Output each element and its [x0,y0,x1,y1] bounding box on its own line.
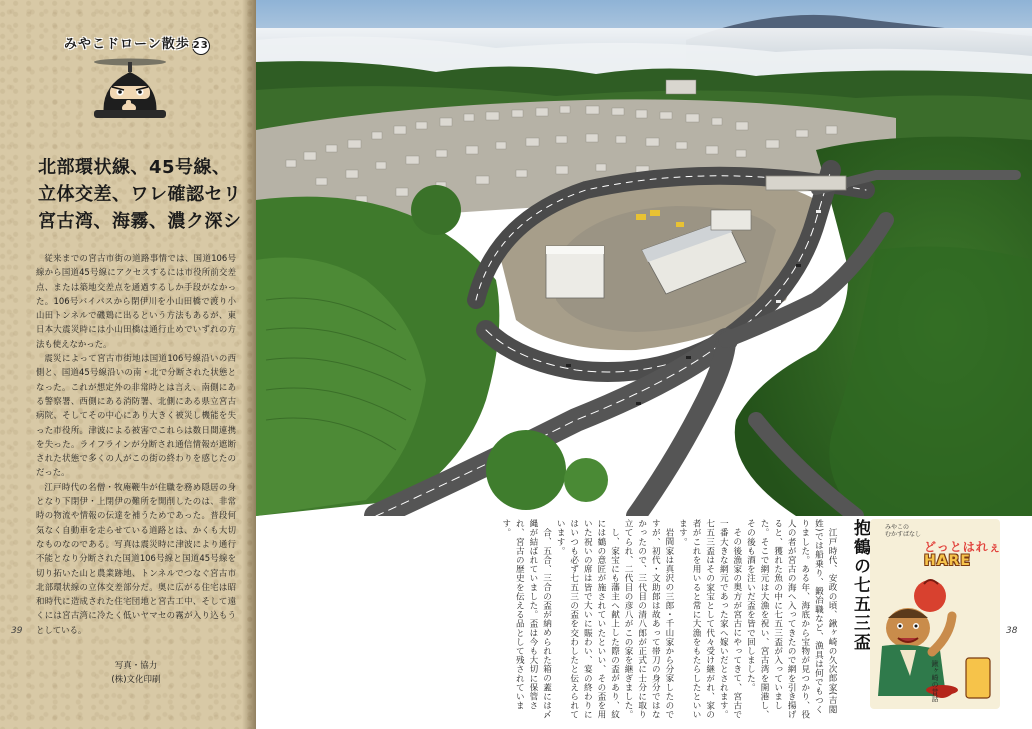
article-body [36,251,236,637]
folk-tale-body [262,519,838,721]
series-title [64,33,210,55]
aerial-drone-photo [256,0,1032,516]
folk-tale-paragraph-5: 合、五合、三合の盃が納められた箱の蓋には〆縄が結ばれていました。盃は今も大切に保管され、宮古の歴史を伝える品として残されています。 [500,519,552,719]
spine-shadow [242,0,256,729]
page-number-left: 39 [11,626,23,636]
article-paragraph-1: 従来までの宮古市街の道路事情では、国道106号線から国道45号線にアクセスするには市役所前交差点、または築地交差点を通過するしか手段がなかった。106号バイパスから閉伊川を小山田橋で渡り小山田トンネルで磯鶏に出るという方法もあるが、東日本大震災時には小山田橋は通行止めでいずれの方法も使えなかった。 [36,253,236,349]
series-title-text: みやこドローン散歩 [64,37,190,52]
article-paragraph-3: 江戸時代の名僧・牧庵鞭牛が住職を務め隠居の身となり下閉伊・上閉伊の難所を開削したのは、非常時の物流や情報の伝達を補うためであった。普段何気なく自動車を走らせている道路とは、かくも大切なものなのである。写真は震災時に津波により通行不能となり分断された国道106号線と国道45号線を切り拓いた山と農業跡地、トンネルでつなぐ宮古市北部環状線の立体交差部分だ。奥に広がる住宅は昭和時代に造成された住宅団地と宮古工中、そして遠くには宮古湾に冷たく低いヤマセの霧が入り込もうとしている。 [36,481,236,635]
left-page [0,0,256,729]
series-number-badge: 23 [192,37,210,55]
headline-line-1: 北部環状線、45号線、 [38,157,231,178]
hare-logo-word: HARE [924,553,971,569]
hare-subtitle-line-2: むかすばなし [885,531,922,538]
photo-credit [96,659,176,687]
page-number-right: 38 [1006,626,1018,636]
credit-company: (株)文化印刷 [111,675,161,685]
folk-tale-paragraph-4: し、家宝にも藩主へ献上した際の盃があり、紋には鶴の意匠が施されていたといい、その盃を用いた祝いの席は皆で大いに賑わい、宴の終わりにはいつも必ず七五三の盃を交わしたと伝えられています。 [555,519,620,720]
ninja-drone-mascot-icon [82,56,182,122]
hare-subtitle [885,524,921,538]
headline-line-2: 立体交差、ワレ確認セリ [38,184,242,205]
article-paragraph-2: 震災によって宮古市街地は国道106号線沿いの西側と、国道45号線沿いの南・北で分断された状態となった。これが想定外の非常時とは言え、南側にある警察署、西側にある消防署、北側にある県立宮古病院、そしてその中心にあり大きく被災し機能を失った市役所。津波による被害でこれらは数日間連携を失った。ライフラインが分断され通信情報が遮断された状態で多くの人がこの街の終わりを感じたのだった。 [36,353,236,478]
folk-tale-paragraph-2: その後漁家の奥方が宮古にやってきて、宮古で一番大きな網元であった家へ嫁いだとされます。七五三盃はその家宝として代々受け継がれ、家の者がこれを用いると常に大漁をもたらしたといいます。 [677,519,742,720]
folk-tale-paragraph-1: 江戸時代、安政の頃、鍬ヶ崎の久次郎家(吉閲姓)では船乗り、鍛冶職など、漁具は何でもつくりました。ある年、海底から宝物が見つかり、役人の者が宮古の海へ入ってきたので網を引き揚げると、獲れた魚の中に七五三盃が入っていました。そこで網元は大漁を祝い、宮古湾を開港し、その後も酒を注いだ盃を皆で回しました。 [745,519,837,720]
folk-tale-title: 抱鶴の七五三盃 [850,519,870,652]
hare-subtitle-line-1: みやこの [885,524,910,531]
headline [38,154,248,235]
hare-logo-text: どっとはれぇ [924,540,1002,554]
headline-line-3: 宮古湾、海霧、濃ク深シ [38,211,242,232]
hare-caption: 鍬ヶ崎の昔話 [931,660,939,702]
credit-label: 写真・協力 [114,661,158,671]
folk-tale-paragraph-3: 岩間家は真沢の三郎・千山家から分家したのですが、初代・文助郎は故あって帯刀の身分ではなかったので、三代目の清八郎が正式に士分に取り立てられ、二代目の彦八がこの家を継ぎました。 [623,519,674,720]
